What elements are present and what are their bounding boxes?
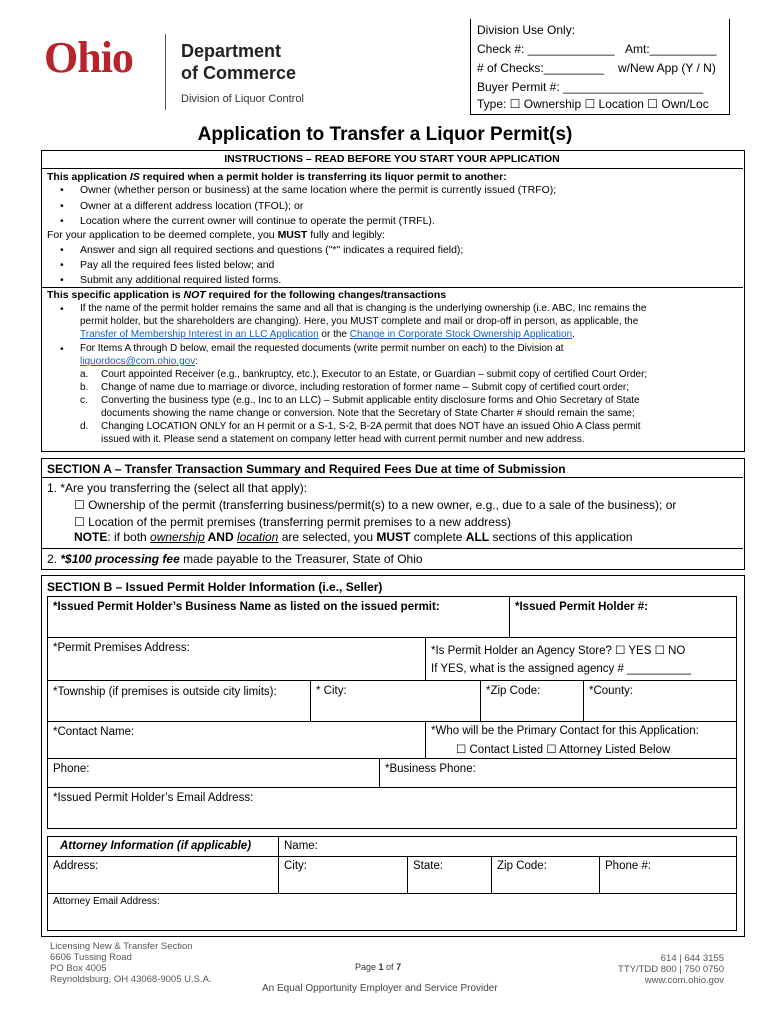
notreq-a: This specific application is bbox=[47, 289, 184, 301]
attorney-phone-field[interactable] bbox=[599, 856, 737, 894]
contact-name-field[interactable] bbox=[47, 721, 426, 759]
attorney-email-field[interactable] bbox=[47, 893, 737, 931]
check-number-field[interactable]: Check #: _____________ bbox=[477, 42, 615, 56]
county-field[interactable] bbox=[583, 680, 737, 722]
attorney-info-header bbox=[47, 836, 279, 857]
section-b-heading: SECTION B – Issued Permit Holder Information (i.e., Seller) bbox=[47, 580, 383, 594]
footer-tty: TTY/TDD 800 | 750 0750 bbox=[618, 964, 724, 975]
attorney-zip-field[interactable] bbox=[491, 856, 600, 894]
notreq-item-1-line-2: permit holder, but the shareholders are changing). Here, you MUST complete and mail or drop-off in person, as applicable, the bbox=[80, 316, 639, 327]
page-number bbox=[355, 962, 401, 972]
sub-item-letter: c. bbox=[80, 395, 88, 406]
primary-contact-label: *Who will be the Primary Contact for this Application: bbox=[431, 725, 699, 737]
attorney-state-label: State: bbox=[413, 860, 444, 872]
amount-field[interactable]: Amt:__________ bbox=[625, 42, 717, 56]
note-d: complete bbox=[410, 530, 466, 544]
complete-a: For your application to be deemed complete, you bbox=[47, 229, 278, 241]
sub-item-text: Changing LOCATION ONLY for an H permit or a S-1, S-2, B-2A permit that does NOT have an issued Ohio A Class permit bbox=[101, 421, 641, 432]
note-label: NOTE bbox=[74, 530, 108, 544]
division-name: Division of Liquor Control bbox=[181, 93, 304, 105]
attorney-name-field[interactable] bbox=[278, 836, 737, 857]
footer-address-line: PO Box 4005 bbox=[50, 963, 107, 974]
business-name-field[interactable] bbox=[47, 596, 510, 638]
note-ownership: ownership bbox=[150, 530, 205, 544]
q2-number: 2. bbox=[47, 552, 61, 566]
processing-fee: *$100 processing fee bbox=[60, 552, 180, 566]
notreq-item-1-line-3 bbox=[80, 329, 575, 341]
city-field[interactable] bbox=[310, 680, 481, 722]
sub-item-letter: a. bbox=[80, 369, 89, 380]
complete-item: Pay all the required fees listed below; and bbox=[80, 259, 275, 271]
notreq-bullet: • bbox=[60, 303, 64, 315]
township-field[interactable] bbox=[47, 680, 311, 722]
primary-contact-field[interactable] bbox=[425, 721, 737, 759]
business-phone-field[interactable] bbox=[379, 758, 737, 788]
permit-holder-email-field[interactable] bbox=[47, 787, 737, 829]
section-a-question-2 bbox=[47, 552, 423, 566]
complete-item: Submit any additional required listed forms. bbox=[80, 274, 282, 286]
section-a-question-1: 1. *Are you transferring the (select all that apply): bbox=[47, 481, 308, 495]
req-bullet: • bbox=[60, 184, 64, 196]
section-a-divider bbox=[41, 477, 743, 478]
required-intro-is: IS bbox=[129, 171, 140, 183]
llc-application-link[interactable]: Transfer of Membership Interest in an LLC Application bbox=[80, 329, 319, 340]
instructions-heading: INSTRUCTIONS – READ BEFORE YOU START YOUR APPLICATION bbox=[224, 153, 560, 165]
department-name bbox=[181, 40, 296, 84]
city-label: * City: bbox=[316, 685, 347, 697]
note-and: AND bbox=[204, 530, 237, 544]
attorney-zip-label: Zip Code: bbox=[497, 860, 547, 872]
section-a-heading: SECTION A – Transfer Transaction Summary and Required Fees Due at time of Submission bbox=[47, 462, 566, 476]
phone-field[interactable] bbox=[47, 758, 380, 788]
notreq-colon: : bbox=[195, 356, 198, 367]
logo-divider bbox=[165, 34, 166, 110]
notreq-b: required for the following changes/transactions bbox=[205, 289, 447, 301]
attorney-phone-label: Phone #: bbox=[605, 860, 652, 872]
complete-bullet: • bbox=[60, 259, 64, 271]
notreq-item-2: For Items A through D below, email the requested documents (write permit number on each) to the Division at bbox=[80, 343, 564, 354]
township-label: *Township (if premises is outside city limits): bbox=[53, 686, 277, 698]
agency-store-field[interactable] bbox=[425, 637, 737, 681]
not-required-intro bbox=[47, 289, 446, 301]
buyer-permit-field[interactable]: Buyer Permit #: _____________________ bbox=[477, 80, 704, 94]
premises-address-field[interactable] bbox=[47, 637, 426, 681]
stock-ownership-link[interactable]: Change in Corporate Stock Ownership Application bbox=[349, 329, 573, 340]
zip-code-label: *Zip Code: bbox=[486, 685, 541, 697]
complete-b: fully and legibly: bbox=[307, 229, 385, 241]
permit-holder-number-label: *Issued Permit Holder #: bbox=[515, 601, 648, 613]
required-intro-b: required when a permit holder is transferring its liquor permit to another: bbox=[139, 171, 507, 183]
sub-item-text: Change of name due to marriage or divorce, including restoration of former name – Submit copy of certified court order; bbox=[101, 382, 630, 393]
required-intro-a: This application bbox=[47, 171, 130, 183]
req-item: Location where the current owner will continue to operate the permit (TRFL). bbox=[80, 215, 435, 227]
complete-intro bbox=[47, 229, 385, 241]
business-name-label: *Issued Permit Holder’s Business Name as listed on the issued permit: bbox=[53, 601, 440, 613]
sub-item-text: Court appointed Receiver (e.g., bankruptcy, etc.), Executor to an Estate, or Guardian – submit copy of certified Court Order; bbox=[101, 369, 648, 380]
instructions-divider-2 bbox=[41, 287, 743, 288]
complete-item: Answer and sign all required sections and questions ("*" indicates a required field); bbox=[80, 244, 464, 256]
liquordocs-email-link[interactable]: liquordocs@com.ohio.gov bbox=[80, 356, 196, 367]
footer-address-line: 6606 Tussing Road bbox=[50, 952, 132, 963]
premises-address-label: *Permit Premises Address: bbox=[53, 642, 190, 654]
req-bullet: • bbox=[60, 200, 64, 212]
division-use-box bbox=[470, 19, 730, 115]
notreq-not: NOT bbox=[183, 289, 206, 301]
agency-store-question[interactable]: *Is Permit Holder an Agency Store? ☐ YES ☐ NO bbox=[431, 645, 686, 657]
department-line-2: of Commerce bbox=[181, 63, 297, 83]
required-intro bbox=[47, 171, 507, 183]
attorney-state-field[interactable] bbox=[407, 856, 492, 894]
footer-address-line: Reynoldsburg, OH 43068-9005 U.S.A. bbox=[50, 974, 212, 985]
sub-item-letter: d. bbox=[80, 421, 89, 432]
req-item: Owner (whether person or business) at the same location where the permit is currently issued (TRFO); bbox=[80, 184, 557, 196]
page-label: Page bbox=[355, 962, 379, 972]
attorney-address-field[interactable] bbox=[47, 856, 279, 894]
ownership-checkbox[interactable]: ☐ Ownership of the permit (transferring business/permit(s) to a new owner, e.g., due to a sale of the business); or bbox=[74, 498, 677, 512]
county-label: *County: bbox=[589, 685, 634, 697]
phone-label: Phone: bbox=[53, 763, 90, 775]
sub-item-text: documents showing the name change or conversion. Note that the Secretary of State Charter # should remain the same; bbox=[101, 408, 635, 419]
complete-bullet: • bbox=[60, 244, 64, 256]
complete-bullet: • bbox=[60, 274, 64, 286]
permit-holder-email-label: *Issued Permit Holder’s Email Address: bbox=[53, 792, 254, 804]
attorney-email-label: Attorney Email Address: bbox=[53, 896, 160, 907]
contact-name-label: *Contact Name: bbox=[53, 726, 135, 738]
permit-holder-number-field[interactable] bbox=[509, 596, 737, 638]
note-e: sections of this application bbox=[489, 530, 633, 544]
req-item: Owner at a different address location (TFOL); or bbox=[80, 200, 304, 212]
q2-rest: made payable to the Treasurer, State of Ohio bbox=[179, 552, 423, 566]
form-title: Application to Transfer a Liquor Permit(s) bbox=[197, 124, 573, 145]
notreq-or: or the bbox=[318, 329, 350, 340]
notreq-end: . bbox=[572, 329, 575, 340]
note-all: ALL bbox=[465, 530, 490, 544]
footer-website[interactable]: www.com.ohio.gov bbox=[644, 975, 724, 986]
primary-contact-checkboxes[interactable]: ☐ Contact Listed ☐ Attorney Listed Below bbox=[456, 744, 671, 756]
footer-equal-opportunity: An Equal Opportunity Employer and Service Provider bbox=[262, 983, 498, 994]
notreq-bullet: • bbox=[60, 343, 64, 355]
page-of: of bbox=[383, 962, 397, 972]
instructions-divider bbox=[41, 168, 743, 169]
notreq-email-line bbox=[80, 356, 198, 368]
zip-code-field[interactable] bbox=[480, 680, 584, 722]
footer-address bbox=[50, 941, 212, 985]
footer-address-line: Licensing New & Transfer Section bbox=[50, 941, 193, 952]
section-a-note bbox=[74, 530, 633, 544]
req-bullet: • bbox=[60, 215, 64, 227]
attorney-city-label: City: bbox=[284, 860, 307, 872]
page-current: 1 bbox=[378, 962, 384, 972]
note-location: location bbox=[236, 530, 279, 544]
ohio-logo: Ohio bbox=[44, 33, 133, 82]
location-checkbox[interactable]: ☐ Location of the permit premises (transferring permit premises to a new address) bbox=[74, 515, 511, 529]
sub-item-text: issued with it. Please send a statement on company letter head with current permit number and new address. bbox=[101, 434, 585, 445]
division-use-title: Division Use Only: bbox=[477, 23, 576, 37]
note-c: are selected, you bbox=[278, 530, 377, 544]
section-a-divider-2 bbox=[41, 548, 743, 549]
note-b: : if both bbox=[107, 530, 151, 544]
new-app-field[interactable]: w/New App (Y / N) bbox=[618, 61, 716, 75]
notreq-item-1-line-1: If the name of the permit holder remains the same and all that is changing is the underlying ownership (i.e. ABC, Inc remains the bbox=[80, 303, 647, 314]
sub-item-text: Converting the business type (e.g., Inc to an LLC) – Submit applicable entity disclosure forms and Ohio Secretary of State bbox=[101, 395, 640, 406]
type-checkboxes[interactable]: Type: ☐ Ownership ☐ Location ☐ Own/Loc bbox=[477, 97, 709, 111]
attorney-address-label: Address: bbox=[53, 860, 99, 872]
agency-number-field[interactable]: If YES, what is the assigned agency # __________ bbox=[431, 663, 692, 675]
page-total: 7 bbox=[396, 962, 402, 972]
footer-contact bbox=[618, 953, 724, 986]
sub-item-letter: b. bbox=[80, 382, 89, 393]
complete-must: MUST bbox=[277, 229, 308, 241]
attorney-city-field[interactable] bbox=[278, 856, 408, 894]
num-checks-field[interactable]: # of Checks:_________ bbox=[477, 61, 604, 75]
footer-phone: 614 | 644 3155 bbox=[660, 953, 724, 964]
attorney-info-label: Attorney Information (if applicable) bbox=[60, 840, 252, 852]
note-must: MUST bbox=[376, 530, 411, 544]
department-line-1: Department bbox=[181, 41, 282, 61]
attorney-name-label: Name: bbox=[284, 840, 318, 852]
business-phone-label: *Business Phone: bbox=[385, 763, 476, 775]
